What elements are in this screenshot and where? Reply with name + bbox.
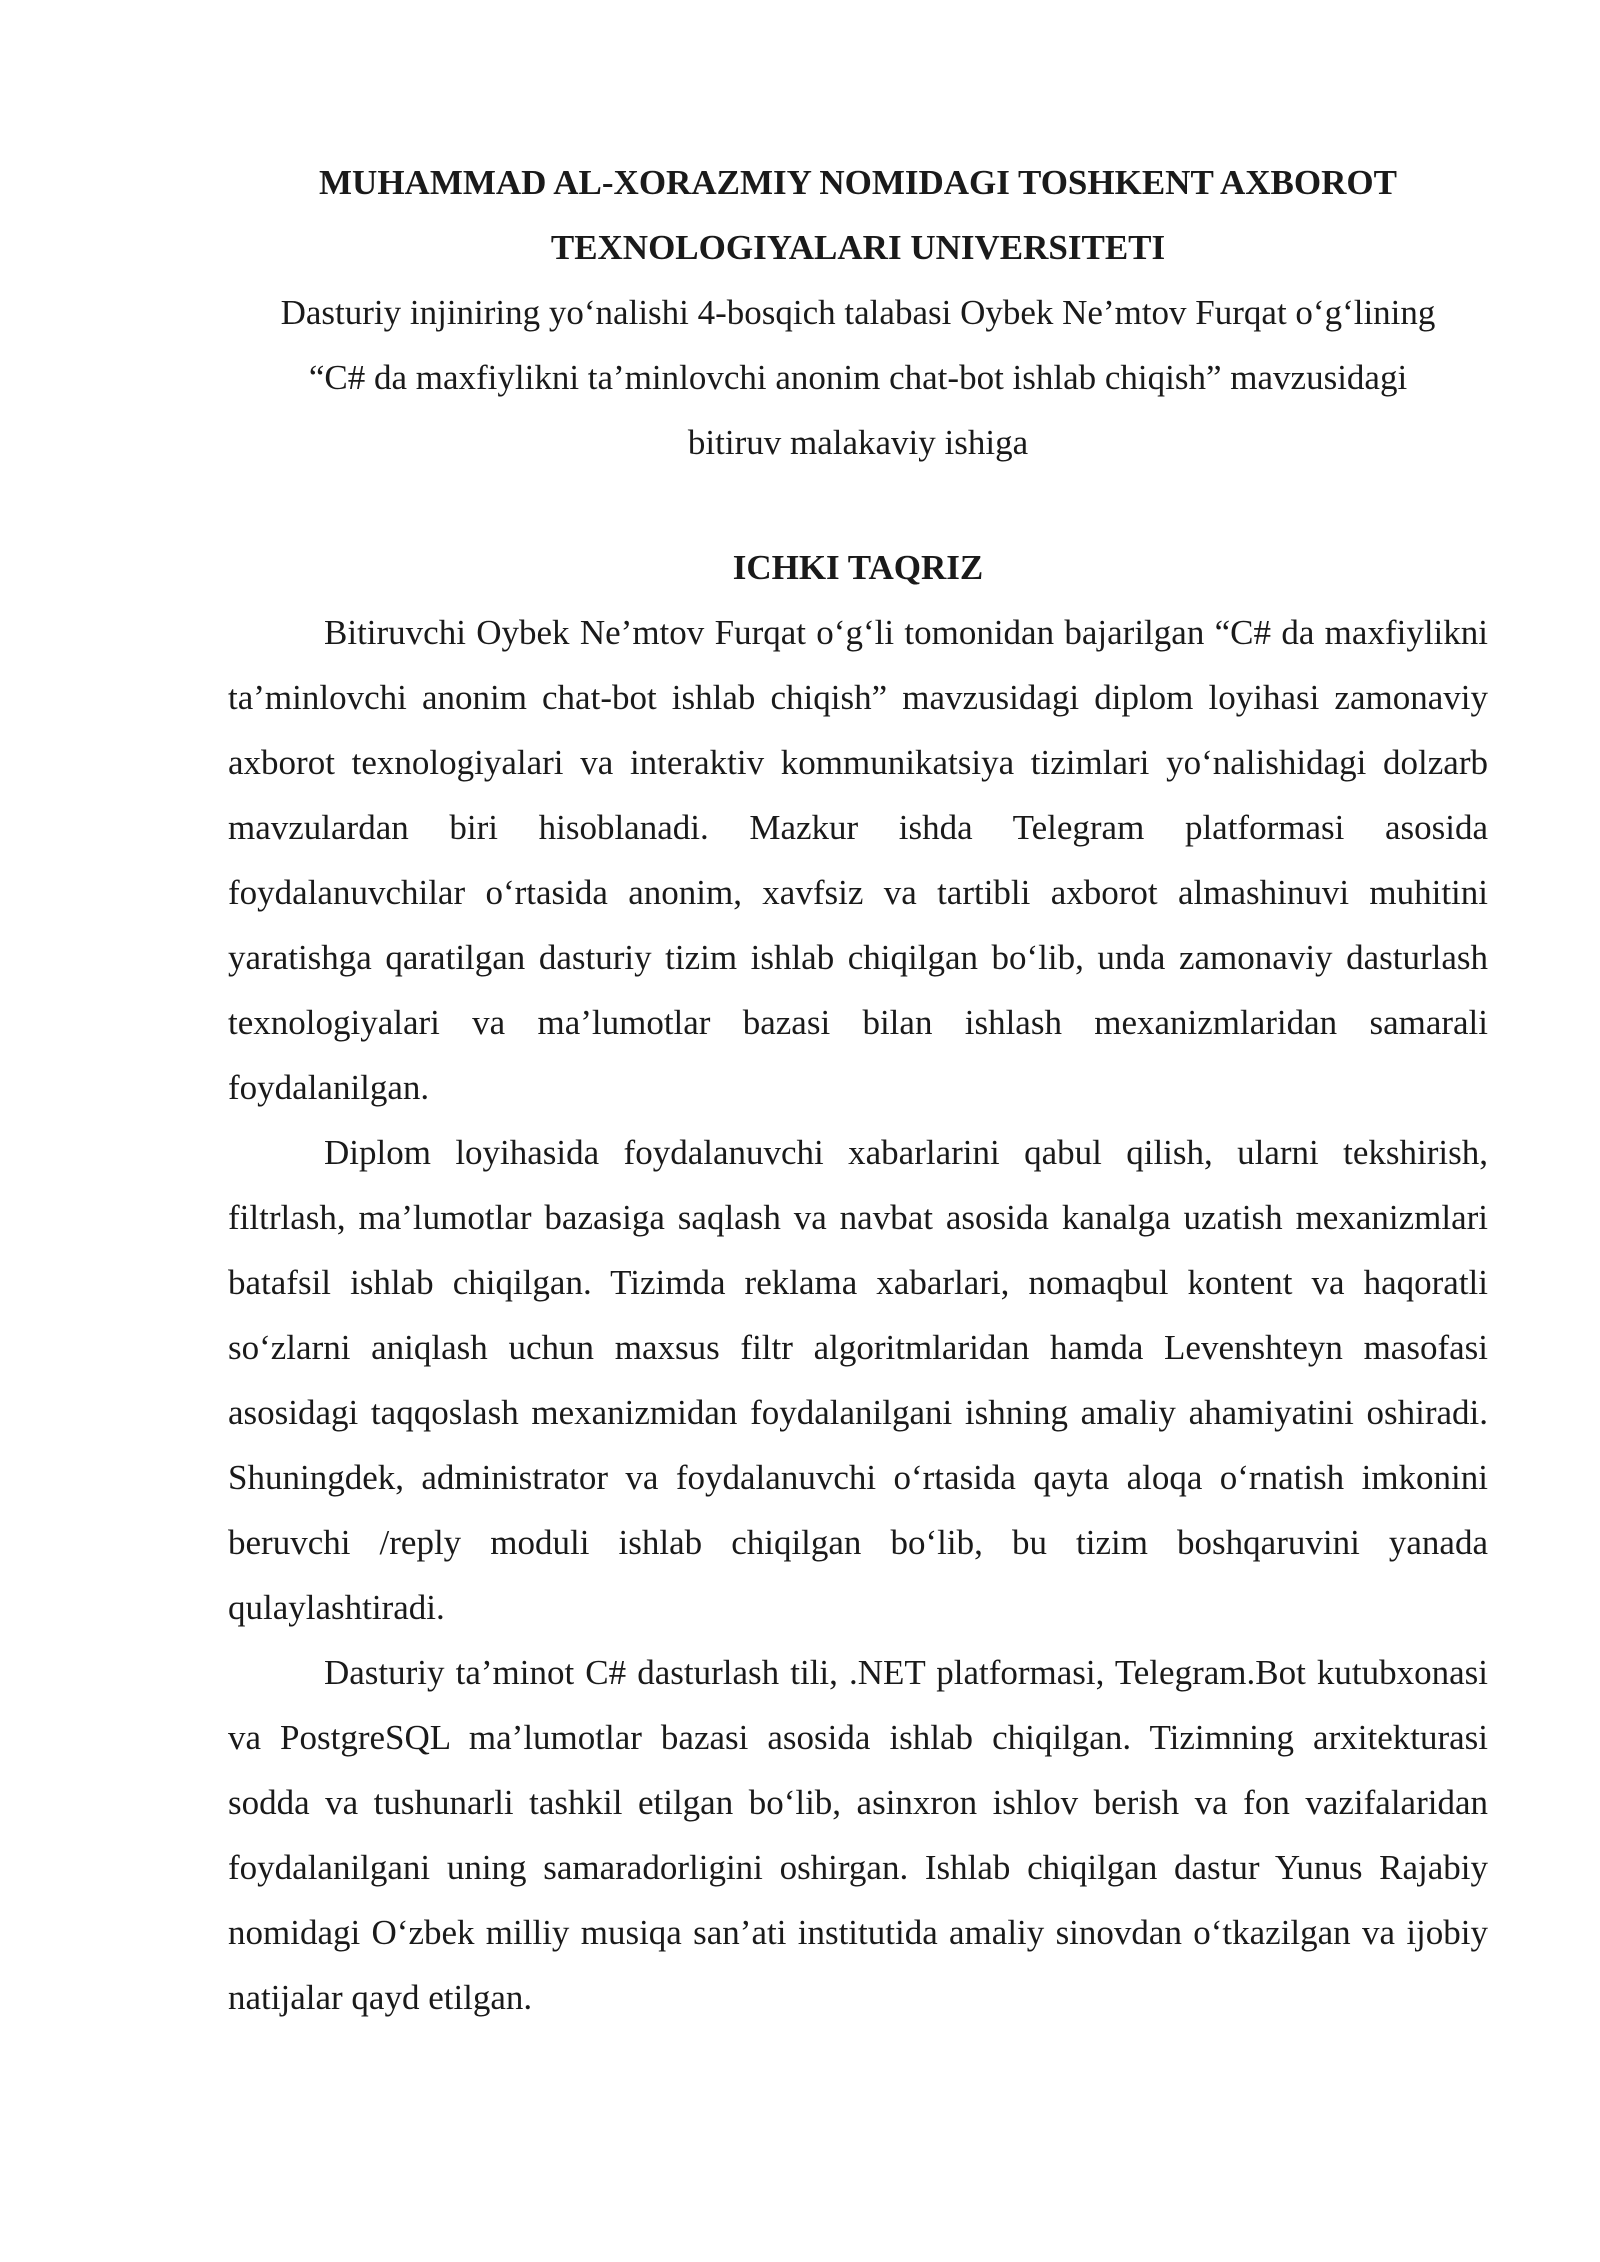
section-title: ICHKI TAQRIZ bbox=[732, 548, 984, 587]
review-body bbox=[228, 600, 1488, 2030]
institution-title-line-2: TEXNOLOGIYALARI UNIVERSITETI bbox=[550, 228, 1166, 267]
review-paragraph-1: Bitiruvchi Oybek Ne’mtov Furqat o‘g‘li tomonidan bajarilgan “C# da maxfiylikni ta’minlovchi anonim chat-bot ishlab chiqish” mavzusidagi diplom loyihasi zamonaviy axborot texnologiyalari va interaktiv kommunikatsiya tizimlari yo‘nalishidagi dolzarb mavzulardan biri hisoblanadi. Mazkur ishda Telegram platformasi asosida foydalanuvchilar o‘rtasida anonim, xavfsiz va tartibli axborot almashinuvi muhitini yaratishga qaratilgan dasturiy tizim ishlab chiqilgan bo‘lib, unda zamonaviy dasturlash texnologiyalari va ma’lumotlar bazasi bilan ishlash mexanizmlaridan samarali foydalanilgan. bbox=[228, 613, 1488, 1107]
review-paragraph-3: Dasturiy ta’minot C# dasturlash tili, .NET platformasi, Telegram.Bot kutubxonasi va PostgreSQL ma’lumotlar bazasi asosida ishlab chiqilgan. Tizimning arxitekturasi sodda va tushunarli tashkil etilgan bo‘lib, asinxron ishlov berish va fon vazifalaridan foydalanilgani uning samaradorligini oshirgan. Ishlab chiqilgan dastur Yunus Rajabiy nomidagi O‘zbek milliy musiqa san’ati institutida amaliy sinovdan o‘tkazilgan va ijobiy natijalar qayd etilgan. bbox=[228, 1653, 1488, 2017]
thesis-subtitle-line-2: “C# da maxfiylikni ta’minlovchi anonim chat-bot ishlab chiqish” mavzusidagi bbox=[308, 358, 1408, 397]
thesis-subtitle-line-3: bitiruv malakaviy ishiga bbox=[687, 423, 1029, 462]
institution-title-line-1: MUHAMMAD AL-XORAZMIY NOMIDAGI TOSHKENT AXBOROT bbox=[319, 163, 1397, 202]
thesis-subtitle bbox=[228, 280, 1488, 475]
review-paragraph-2: Diplom loyihasida foydalanuvchi xabarlarini qabul qilish, ularni tekshirish, filtrlash, ma’lumotlar bazasiga saqlash va navbat asosida kanalga uzatish mexanizmlari batafsil ishlab chiqilgan. Tizimda reklama xabarlari, nomaqbul kontent va haqoratli so‘zlarni aniqlash uchun maxsus filtr algoritmlaridan hamda Levenshteyn masofasi asosidagi taqqoslash mexanizmidan foydalanilgani ishning amaliy ahamiyatini oshiradi. Shuningdek, administrator va foydalanuvchi o‘rtasida qayta aloqa o‘rnatish imkonini beruvchi /reply moduli ishlab chiqilgan bo‘lib, bu tizim boshqaruvini yanada qulaylashtiradi. bbox=[228, 1133, 1488, 1627]
institution-title bbox=[228, 150, 1488, 280]
thesis-subtitle-line-1: Dasturiy injiniring yo‘nalishi 4-bosqich talabasi Oybek Ne’mtov Furqat o‘g‘lining bbox=[280, 293, 1436, 332]
